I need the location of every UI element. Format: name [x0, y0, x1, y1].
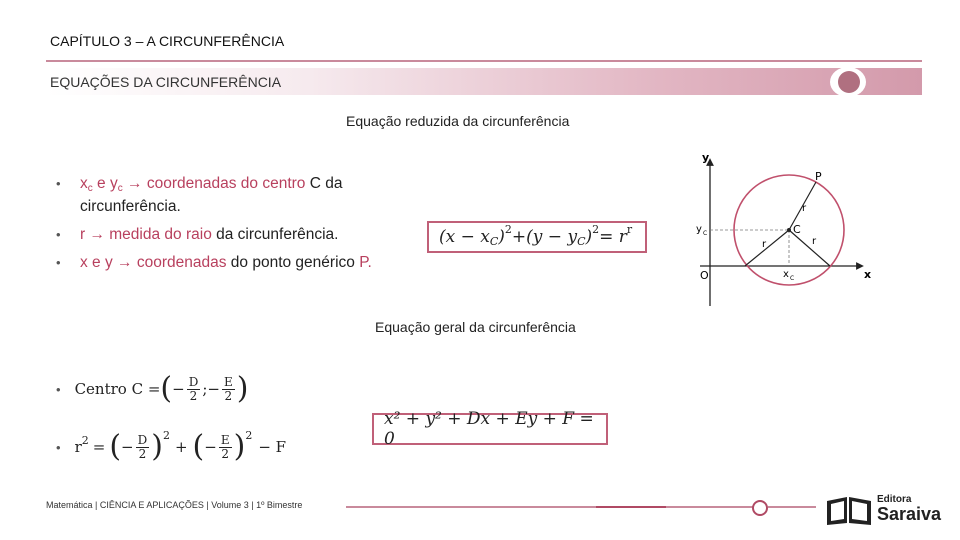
circle-diagram — [690, 148, 880, 308]
general-heading: Equação geral da circunferência — [375, 319, 576, 335]
centro-formula: • Centro C = ( − $\frac{D}{2}$ ; − $\frac{E}{2}$ ) — [56, 371, 249, 406]
x-axis-label: x — [864, 268, 872, 281]
xc-sub: C — [790, 275, 795, 282]
footer-text: Matemática | CIÊNCIA E APLICAÇÕES | Volume 3 | 1º Bimestre — [46, 500, 303, 510]
footer-line-accent — [596, 506, 666, 508]
center-label: C — [793, 223, 801, 236]
header-divider — [46, 60, 922, 62]
radius-formula: • r 2 = ( − $\frac{D}{2}$ ) 2 + ( − $\frac{E}{2}$ ) 2 − F — [56, 428, 287, 464]
center-point — [787, 228, 791, 232]
bullet-center: • xc e yc → coordenadas do centro C da circunferência. — [56, 173, 376, 217]
yc-label: y — [696, 224, 702, 235]
bullet-radius: • r → medida do raio da circunferência. — [56, 224, 376, 245]
logo-bottom-text: Saraiva — [877, 504, 942, 524]
logo-top-text: Editora — [877, 494, 912, 505]
footer-line — [346, 506, 596, 508]
reduced-heading: Equação reduzida da circunferência — [346, 113, 570, 129]
bullet-point: • x e y → coordenadas do ponto genérico P. — [56, 252, 376, 273]
section-bar — [46, 68, 922, 95]
radius-label-1: r — [802, 203, 807, 214]
chapter-title: CAPÍTULO 3 – A CIRCUNFERÊNCIA — [50, 33, 285, 49]
book-icon — [825, 493, 873, 527]
radius-left — [745, 230, 789, 266]
xc-label: x — [783, 269, 789, 280]
section-title: EQUAÇÕES DA CIRCUNFERÊNCIA — [50, 74, 282, 90]
point-label: P — [815, 170, 822, 183]
footer-line — [666, 506, 756, 508]
origin-label: O — [700, 269, 709, 282]
y-axis-label: y — [702, 151, 710, 164]
publisher-logo — [825, 493, 940, 527]
yc-sub: C — [703, 230, 708, 237]
footer-line — [768, 506, 816, 508]
footer-ring-icon — [752, 500, 768, 516]
badge-dot-icon — [838, 71, 860, 93]
general-formula: x² + y² + Dx + Ey + F = 0 — [372, 413, 608, 445]
radius-label-3: r — [812, 236, 817, 247]
reduced-bullet-list — [56, 173, 376, 280]
reduced-formula: (x − x C ) 2 +(y − y C ) 2 = r r — [427, 221, 647, 253]
radius-label-2: r — [762, 239, 767, 250]
